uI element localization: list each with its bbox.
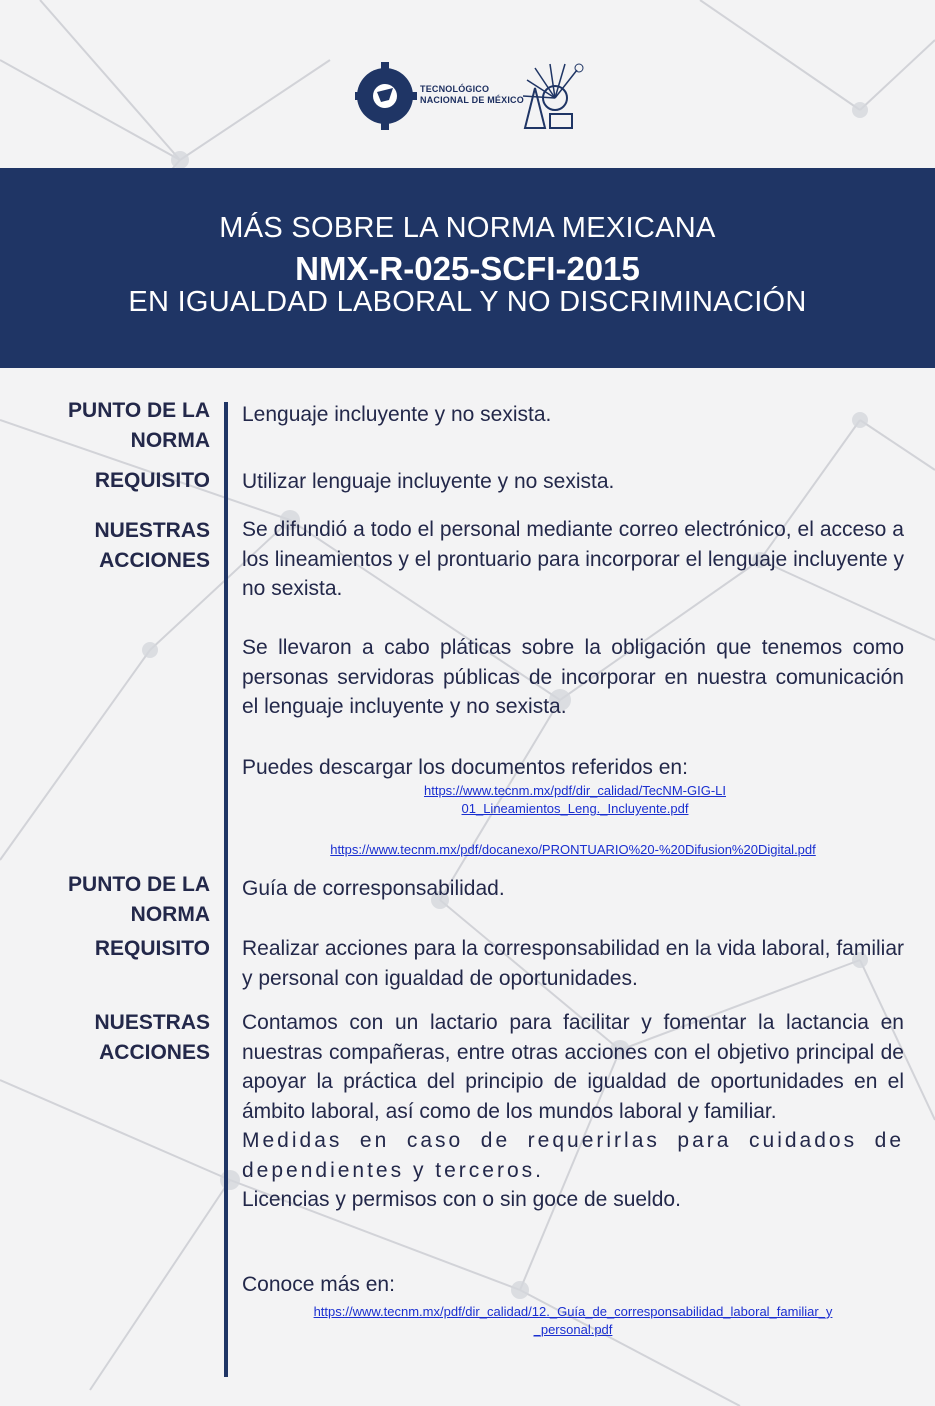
s2-punto-label: PUNTO DE LA NORMA bbox=[68, 873, 210, 926]
institute-logo bbox=[523, 64, 583, 128]
tecnm-logo-line2: NACIONAL DE MÉXICO bbox=[420, 95, 524, 105]
s1-acciones-p1: Se difundió a todo el personal mediante correo electrónico, el acceso a los lineamientos y el prontuario para incorporar el lenguaje incluyente y no sexista. bbox=[242, 518, 904, 600]
header-line1: MÁS SOBRE LA NORMA MEXICANA bbox=[219, 212, 716, 244]
s1-punto-text: Lenguaje incluyente y no sexista. bbox=[242, 403, 552, 426]
s1-link1[interactable] bbox=[300, 782, 850, 818]
s2-requisito-label: REQUISITO bbox=[94, 937, 210, 960]
s2-punto-text: Guía de corresponsabilidad. bbox=[242, 877, 505, 900]
vertical-divider bbox=[224, 402, 228, 1377]
header-line3: EN IGUALDAD LABORAL Y NO DISCRIMINACIÓN bbox=[128, 286, 807, 318]
s1-requisito-text: Utilizar lenguaje incluyente y no sexista. bbox=[242, 470, 615, 493]
header-norm-code: NMX-R-025-SCFI-2015 bbox=[295, 250, 640, 287]
s1-acciones-p2: Se llevaron a cabo pláticas sobre la obligación que tenemos como personas servidoras públicas de incorporar en nuestra comunicación el lenguaje incluyente y no sexista. bbox=[242, 636, 904, 718]
s2-requisito-text: Realizar acciones para la corresponsabilidad en la vida laboral, familiar y personal con igualdad de oportunidades. bbox=[242, 937, 904, 990]
tecnm-logo-line1: TECNOLÓGICO bbox=[420, 84, 490, 94]
s1-punto-label: PUNTO DE LA NORMA bbox=[68, 399, 210, 452]
tecnm-logo bbox=[355, 62, 417, 130]
s1-download-intro: Puedes descargar los documentos referidos en: bbox=[242, 756, 688, 779]
s2-acciones-p1: Contamos con un lactario para facilitar y fomentar la lactancia en nuestras compañeras, entre otras acciones con el objetivo principal de apoyar la práctica del principio de igualdad de oportunidades en el ámbito laboral, así como de los mundos laboral y familiar. bbox=[242, 1011, 904, 1123]
s2-acciones-block bbox=[242, 1008, 904, 1215]
s1-acciones-block bbox=[242, 515, 904, 604]
s2-link[interactable] bbox=[240, 1303, 906, 1339]
s1-link1-line2: 01_Lineamientos_Leng._Incluyente.pdf bbox=[461, 801, 689, 816]
s2-link-line2: _personal.pdf bbox=[533, 1322, 613, 1337]
s1-link1-line1: https://www.tecnm.mx/pdf/dir_calidad/TecNM-GIG-LI bbox=[424, 783, 726, 798]
s2-acciones-p2: Medidas en caso de requerirlas para cuidados de dependientes y terceros. bbox=[242, 1129, 904, 1182]
header-band bbox=[0, 168, 935, 368]
tecnm-logo-text bbox=[420, 84, 524, 106]
s1-requisito-label: REQUISITO bbox=[94, 469, 210, 492]
s2-more-intro: Conoce más en: bbox=[242, 1273, 395, 1296]
s1-acciones-label: NUESTRAS ACCIONES bbox=[94, 519, 210, 572]
s2-acciones-label: NUESTRAS ACCIONES bbox=[94, 1011, 210, 1064]
s2-acciones-p3: Licencias y permisos con o sin goce de sueldo. bbox=[242, 1188, 681, 1211]
s2-link-line1: https://www.tecnm.mx/pdf/dir_calidad/12._Guía_de_corresponsabilidad_laboral_familiar_y bbox=[313, 1304, 833, 1319]
s1-link2[interactable]: https://www.tecnm.mx/pdf/docanexo/PRONTUARIO%20-%20Difusion%20Digital.pdf bbox=[330, 842, 816, 857]
s1-acciones-block2 bbox=[242, 633, 904, 722]
